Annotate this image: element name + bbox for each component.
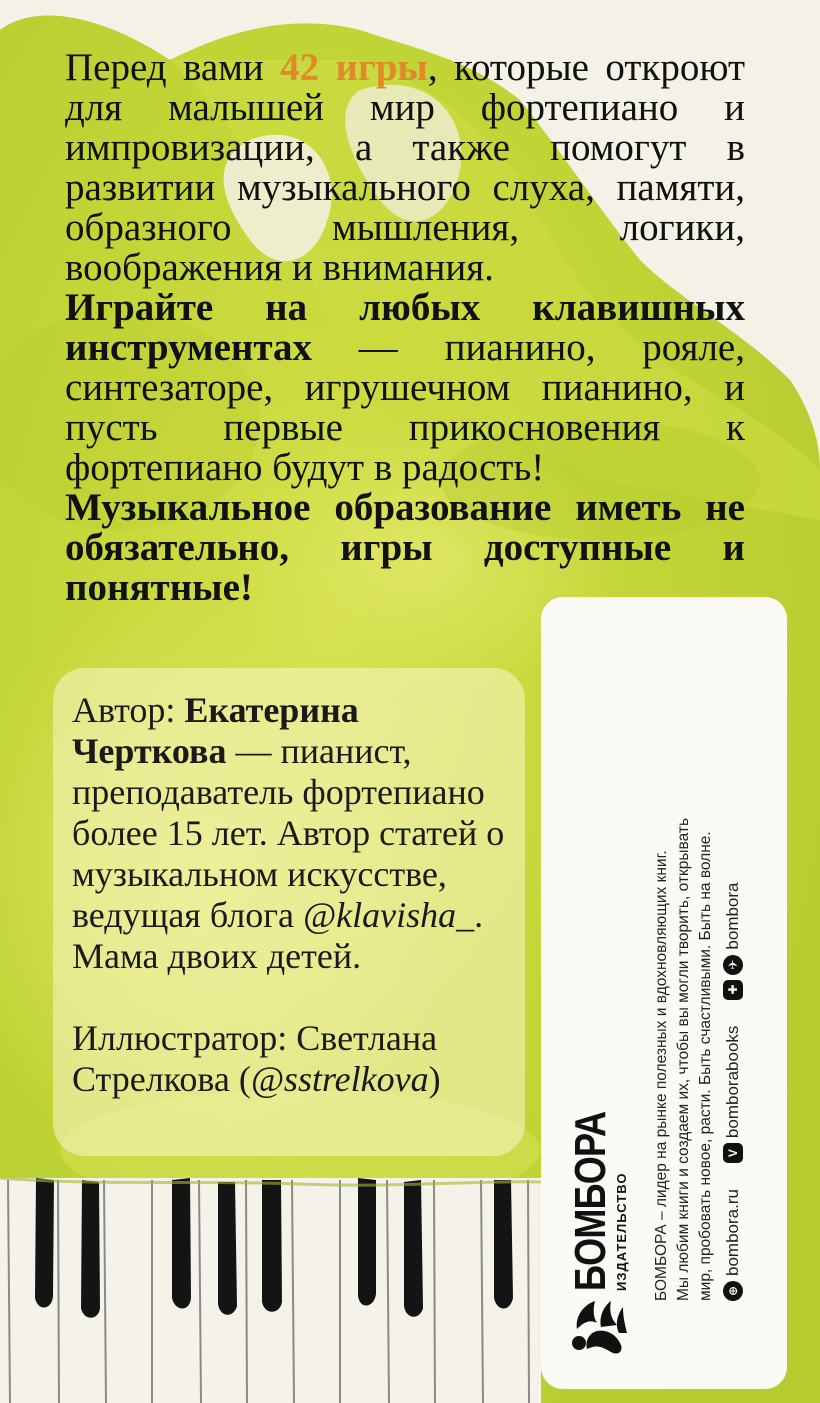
- vk-icon: V: [723, 1143, 743, 1163]
- instruments-emphasis: Играйте на любых клавишных инструментах: [65, 286, 745, 369]
- tagline-line-3: мир, пробовать новое, расти. Быть счастливыми. Быть на волне.: [697, 831, 714, 1301]
- messenger-label: bombora: [723, 882, 742, 950]
- author-description: — пианист, преподаватель фортепиано более 15 лет. Автор статей о музыкальном искусстве, ведущая блога: [72, 731, 505, 935]
- intro-paragraph-3: [65, 488, 745, 608]
- illustrator-label: Иллюстратор: Светлана Стрелкова (: [72, 1018, 438, 1099]
- intro-text-start: Перед вами: [65, 46, 281, 89]
- bombora-logo: [559, 1113, 647, 1363]
- no-education-needed: Музыкальное образование иметь не обязательно, игры доступные и понятные!: [65, 486, 745, 609]
- tagline-line-2: Мы любим книги и создаем их, чтобы вы могли творить, открывать: [675, 817, 692, 1301]
- tagline-line-1: БОМБОРА – лидер на рынке полезных и вдохновляющих книг.: [653, 850, 670, 1301]
- social-vk[interactable]: [723, 1026, 743, 1163]
- piano-keys-illustration: [0, 1178, 541, 1403]
- intro-text-rest: , которые откроют для малышей мир фортепиано и импровизации, а также помогут в развитии музыкального слуха, памяти, образного мышления, логики, воображения и внимания.: [65, 46, 745, 289]
- intro-paragraph-1: [65, 48, 745, 288]
- publisher-tagline: [651, 611, 717, 1301]
- publisher-subtitle: ИЗДАТЕЛЬСТВО: [614, 1172, 629, 1291]
- publisher-name: БОМБОРА: [566, 1111, 615, 1291]
- telegram-icon: ✈: [723, 955, 743, 975]
- author-description-end: . Мама двоих детей.: [72, 895, 484, 976]
- author-bio: [72, 690, 512, 977]
- author-blog-handle: @klavisha_: [303, 895, 475, 935]
- author-info: [72, 690, 512, 1100]
- instruments-list: — пианино, рояле, синтезаторе, игрушечном пианино, и пусть первые прикосновения к фортепиано будут в радость!: [65, 326, 745, 489]
- publisher-socials: [723, 611, 743, 1301]
- intro-text: [65, 48, 745, 608]
- bombora-logo-icon: [563, 1295, 631, 1363]
- social-website[interactable]: [723, 1189, 743, 1301]
- author-name: Екатерина Черткова: [72, 690, 359, 771]
- messenger-icon: ✚: [723, 980, 743, 1000]
- illustrator-credit: [72, 1018, 512, 1100]
- publisher-panel: [541, 597, 787, 1389]
- illustrator-handle: @sstrelkova: [250, 1059, 429, 1099]
- social-messengers[interactable]: [723, 882, 743, 999]
- intro-paragraph-2: [65, 288, 745, 488]
- globe-icon: ⊕: [723, 1281, 743, 1301]
- games-count-highlight: 42 игры: [280, 46, 428, 89]
- website-label: bombora.ru: [723, 1189, 742, 1276]
- vk-label: bomborabooks: [723, 1025, 742, 1139]
- illustrator-suffix: ): [428, 1059, 441, 1099]
- author-label: Автор:: [72, 690, 185, 730]
